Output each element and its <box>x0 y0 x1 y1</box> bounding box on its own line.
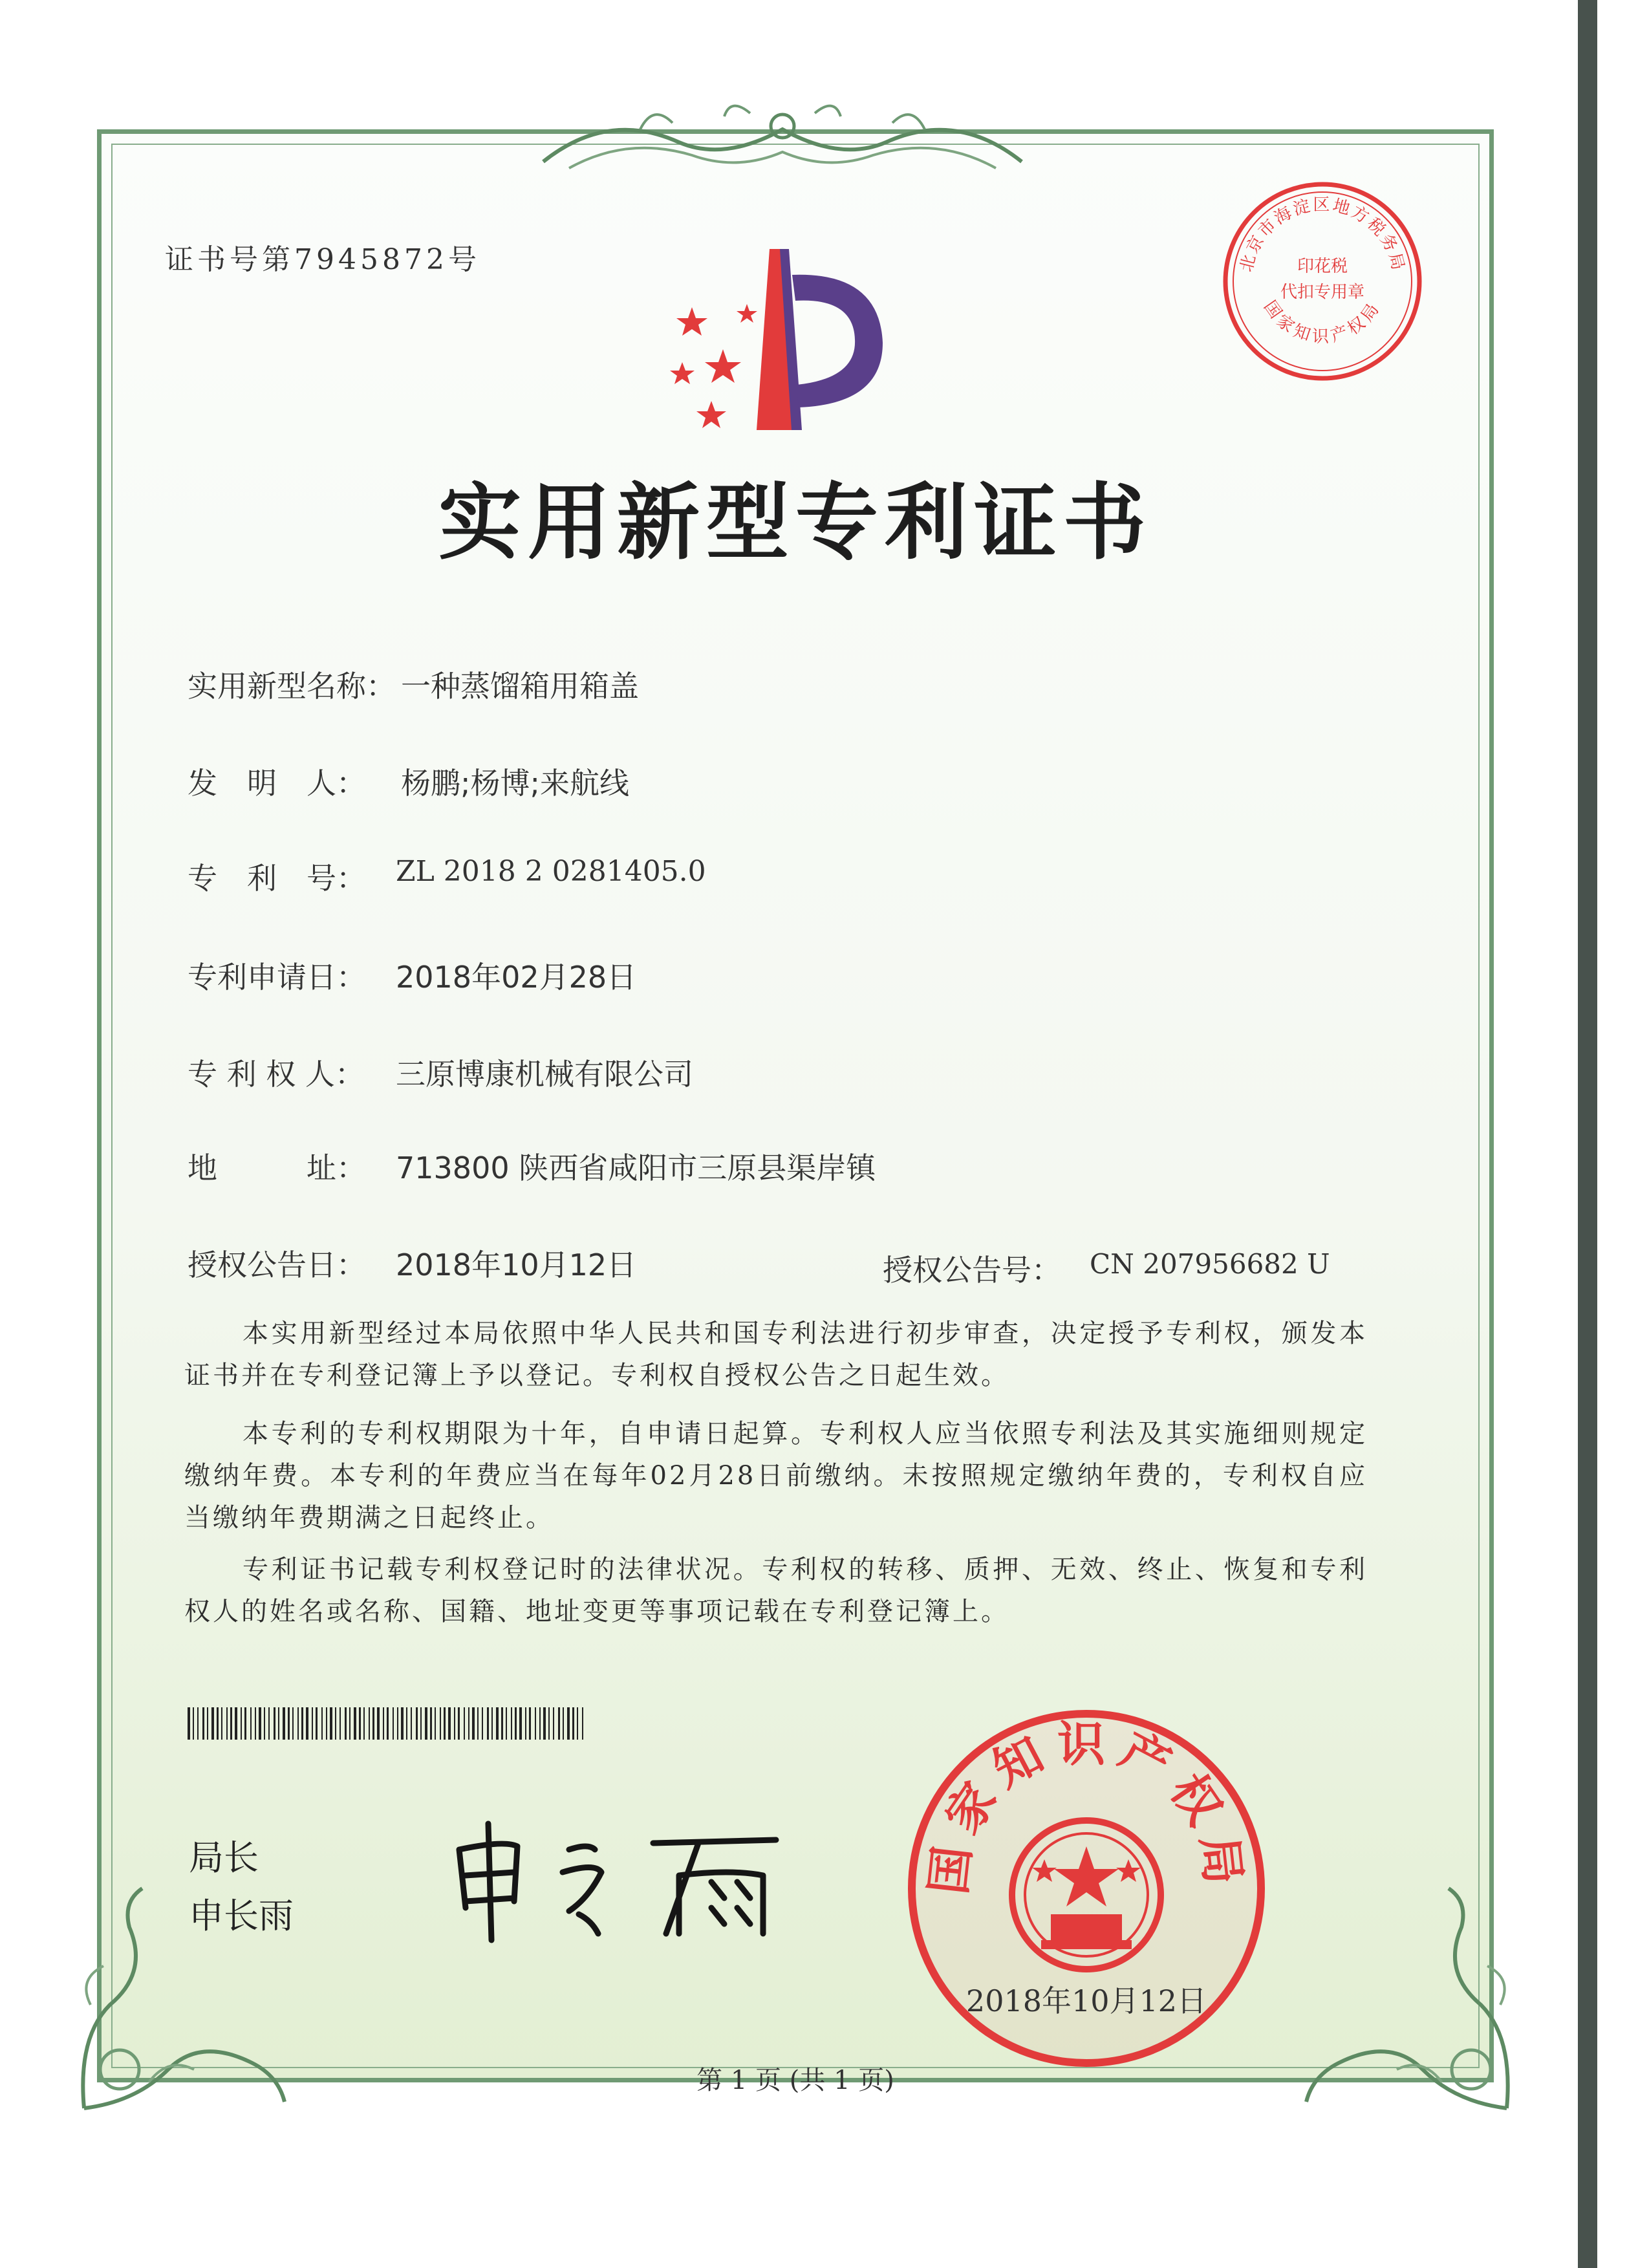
field-patentee-value: 三原博康机械有限公司 <box>396 1057 693 1092</box>
body-paragraph-2: 本专利的专利权期限为十年，自申请日起算。专利权人应当依照专利法及其实施细则规定缴纳年费。本专利的年费应当在每年02月28日前缴纳。未按照规定缴纳年费的，专利权自应当缴纳年费期满之日起终止。 <box>184 1419 1368 1533</box>
barcode-bar <box>553 1707 554 1740</box>
barcode-bar <box>435 1707 436 1740</box>
barcode-bar <box>316 1707 318 1740</box>
top-ornament <box>530 91 1035 188</box>
barcode-bar <box>477 1707 479 1740</box>
barcode-bar <box>301 1707 303 1740</box>
barcode <box>188 1707 585 1740</box>
barcode-bar <box>406 1707 407 1740</box>
barcode-bar <box>292 1707 294 1740</box>
barcode-bar <box>411 1707 412 1740</box>
barcode-bar <box>401 1707 404 1740</box>
field-grant-date-value: 2018年10月12日 <box>396 1247 637 1282</box>
barcode-bar <box>487 1707 489 1740</box>
director-signature <box>440 1811 802 1947</box>
page-number: 第 1 页 (共 1 页) <box>696 2066 894 2095</box>
barcode-bar <box>496 1707 499 1740</box>
barcode-bar <box>288 1707 290 1740</box>
tax-seal <box>1216 175 1429 388</box>
barcode-bar <box>306 1707 308 1740</box>
field-patent-no-value: ZL 2018 2 0281405.0 <box>396 855 706 888</box>
barcode-bar <box>543 1707 546 1740</box>
barcode-bar <box>345 1707 347 1740</box>
barcode-bar <box>577 1707 578 1740</box>
barcode-bar <box>548 1707 550 1740</box>
body-paragraph-3: 专利证书记载专利权登记时的法律状况。专利权的转移、质押、无效、终止、恢复和专利权人的姓名或名称、国籍、地址变更等事项记载在专利登记簿上。 <box>184 1555 1368 1626</box>
barcode-bar <box>363 1707 365 1740</box>
barcode-bar <box>330 1707 332 1740</box>
barcode-bar <box>572 1707 574 1740</box>
barcode-bar <box>278 1707 279 1740</box>
field-grant-no-label: 授权公告号： <box>883 1253 1061 1288</box>
barcode-bar <box>468 1707 469 1740</box>
barcode-bar <box>582 1707 583 1740</box>
barcode-bar <box>255 1707 256 1740</box>
barcode-bar <box>349 1707 350 1740</box>
barcode-bar <box>211 1707 214 1740</box>
cnipa-official-seal <box>899 1701 1274 2076</box>
director-name: 申长雨 <box>189 1895 294 1936</box>
barcode-bar <box>563 1707 564 1740</box>
barcode-bar <box>283 1707 285 1740</box>
tax-seal-center-line2: 代扣专用章 <box>1280 283 1365 302</box>
ip-seal-ring-text: 国家知识产权局 <box>920 1716 1253 1897</box>
field-address-label: 地 址： <box>188 1150 366 1185</box>
barcode-bar <box>326 1707 327 1740</box>
svg-text:国家知识产权局 <box>1260 297 1385 347</box>
barcode-bar <box>448 1707 451 1740</box>
field-filing-date-value: 2018年02月28日 <box>396 960 637 995</box>
field-inventors-value: 杨鹏;杨博;来航线 <box>401 766 629 801</box>
barcode-bar <box>515 1707 517 1740</box>
barcode-bar <box>369 1707 370 1740</box>
barcode-bar <box>274 1707 275 1740</box>
barcode-bar <box>339 1707 341 1740</box>
field-patentee-label: 专 利 权 人： <box>188 1057 365 1092</box>
barcode-bar <box>393 1707 394 1740</box>
barcode-bar <box>482 1707 483 1740</box>
barcode-bar <box>264 1707 265 1740</box>
director-title: 局长 <box>189 1837 259 1878</box>
barcode-bar <box>420 1707 422 1740</box>
barcode-bar <box>221 1707 222 1740</box>
barcode-bar <box>188 1707 190 1740</box>
barcode-bar <box>312 1707 313 1740</box>
barcode-bar <box>464 1707 465 1740</box>
field-filing-date-label: 专利申请日： <box>188 960 366 995</box>
tax-seal-bottom-text: 国家知识产权局 <box>1260 297 1385 347</box>
barcode-bar <box>539 1707 541 1740</box>
barcode-bar <box>377 1707 380 1740</box>
certificate-number: 证书号第7945872号 <box>165 243 480 276</box>
barcode-bar <box>519 1707 522 1740</box>
barcode-bar <box>558 1707 560 1740</box>
barcode-bar <box>354 1707 356 1740</box>
barcode-bar <box>440 1707 441 1740</box>
barcode-bar <box>217 1707 219 1740</box>
certificate-title: 实用新型专利证书 <box>438 475 1152 571</box>
barcode-bar <box>241 1707 242 1740</box>
barcode-bar <box>268 1707 270 1740</box>
ip-seal-date: 2018年10月12日 <box>965 1983 1207 2018</box>
barcode-bar <box>335 1707 336 1740</box>
tax-seal-ring-text: 北京市海淀区地方税务局 <box>1236 195 1408 274</box>
barcode-bar <box>525 1707 526 1740</box>
barcode-bar <box>297 1707 299 1740</box>
barcode-bar <box>491 1707 493 1740</box>
barcode-bar <box>383 1707 384 1740</box>
barcode-bar <box>529 1707 531 1740</box>
barcode-bar <box>230 1707 232 1740</box>
barcode-bar <box>430 1707 432 1740</box>
barcode-bar <box>416 1707 418 1740</box>
barcode-bar <box>259 1707 261 1740</box>
barcode-bar <box>197 1707 199 1740</box>
barcode-bar <box>359 1707 361 1740</box>
barcode-bar <box>397 1707 398 1740</box>
barcode-bar <box>207 1707 208 1740</box>
barcode-bar <box>321 1707 323 1740</box>
barcode-bar <box>202 1707 204 1740</box>
barcode-bar <box>387 1707 389 1740</box>
barcode-bar <box>454 1707 455 1740</box>
barcode-bar <box>226 1707 228 1740</box>
barcode-bar <box>250 1707 252 1740</box>
scanner-edge <box>1578 0 1597 2268</box>
cnipa-logo <box>653 246 912 440</box>
barcode-bar <box>444 1707 446 1740</box>
barcode-bar <box>511 1707 512 1740</box>
barcode-bar <box>472 1707 475 1740</box>
field-name-label: 实用新型名称： <box>188 669 396 704</box>
field-inventors-label: 发 明 人： <box>188 766 366 801</box>
tax-seal-center-line1: 印花税 <box>1297 257 1348 276</box>
barcode-bar <box>244 1707 246 1740</box>
barcode-bar <box>567 1707 570 1740</box>
barcode-bar <box>501 1707 503 1740</box>
barcode-bar <box>425 1707 427 1740</box>
barcode-bar <box>535 1707 536 1740</box>
field-grant-date-label: 授权公告日： <box>188 1247 366 1282</box>
body-paragraph-1: 本实用新型经过本局依照中华人民共和国专利法进行初步审查，决定授予专利权，颁发本证书并在专利登记簿上予以登记。专利权自授权公告之日起生效。 <box>184 1319 1368 1390</box>
field-name-value: 一种蒸馏箱用箱盖 <box>401 669 639 704</box>
barcode-bar <box>372 1707 374 1740</box>
field-address-value: 713800 陕西省咸阳市三原县渠岸镇 <box>396 1150 876 1185</box>
field-grant-no-value: CN 207956682 U <box>1090 1248 1330 1280</box>
barcode-bar <box>235 1707 237 1740</box>
field-patent-no-label: 专 利 号： <box>188 861 366 896</box>
barcode-bar <box>193 1707 194 1740</box>
barcode-bar <box>458 1707 460 1740</box>
barcode-bar <box>506 1707 507 1740</box>
